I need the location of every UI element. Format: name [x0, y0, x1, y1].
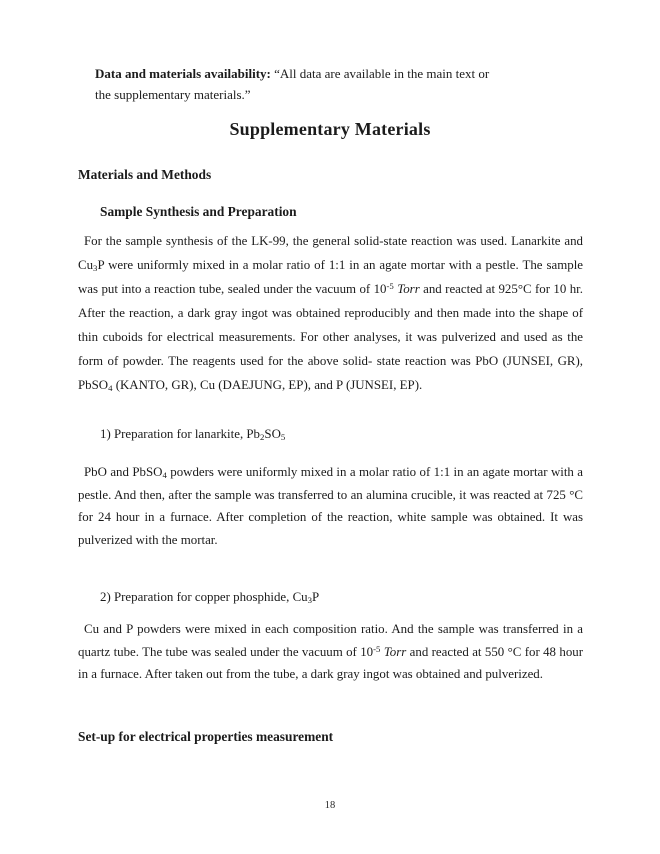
paragraph-copper-phosphide-preparation: Cu and P powders were mixed in each composition ratio. And the sample was transferred in a quartz tube. The tube was sealed under the vacuum of $10^{-5}$ Torr and reacted at 550 °C for 48 hour in a furnace. After taken out from the tube, a dark gray ingot was obtained and pulverized.	[78, 622, 583, 681]
subheading-lanarkite-preparation: 1) Preparation for lanarkite, $Pb_2SO_5$	[100, 427, 286, 442]
page-number: 18	[324, 800, 336, 811]
subsection-heading-sample-synthesis: Sample Synthesis and Preparation	[100, 204, 297, 219]
paragraph-sample-synthesis: For the sample synthesis of the LK-99, the general solid-state reaction was used. Lanarkite and $Cu_3P$ were uniformly mixed in a molar ratio of 1:1 in an agate mortar with a pestle. The sample was put into a reaction tube, sealed under the vacuum of $10^{-5}$ Torr and reacted at 925°C for 10 hr. After the reaction, a dark gray ingot was obtained reproducibly and then made into the shape of thin cuboids for electrical measurements. For other analyses, it was pulverized and used as the form of powder. The reagents used for the above solid- state reaction was PbO (JUNSEI, GR), PbSO$_4$ (KANTO, GR), Cu (DAEJUNG, EP), and P (JUNSEI, EP).	[78, 234, 583, 393]
subheading-copper-phosphide-preparation: 2) Preparation for copper phosphide, $Cu_3P$	[100, 590, 320, 605]
section-heading-setup-electrical-measurement: Set-up for electrical properties measurement	[78, 729, 334, 744]
section-heading-materials-and-methods: Materials and Methods	[78, 167, 212, 182]
document-title: Supplementary Materials	[229, 119, 431, 139]
paragraph-lanarkite-preparation: PbO and PbSO$_4$ powders were uniformly mixed in a molar ratio of 1:1 in an agate mortar with a pestle. And then, after the sample was transferred to an alumina crucible, it was reacted at 725 °C for 24 hour in a furnace. After completion of the reaction, white sample was obtained. It was pulverized with the mortar.	[78, 465, 584, 547]
availability-note: Data and materials availability: “All data are available in the main text or the supplementary materials.”	[95, 66, 490, 102]
